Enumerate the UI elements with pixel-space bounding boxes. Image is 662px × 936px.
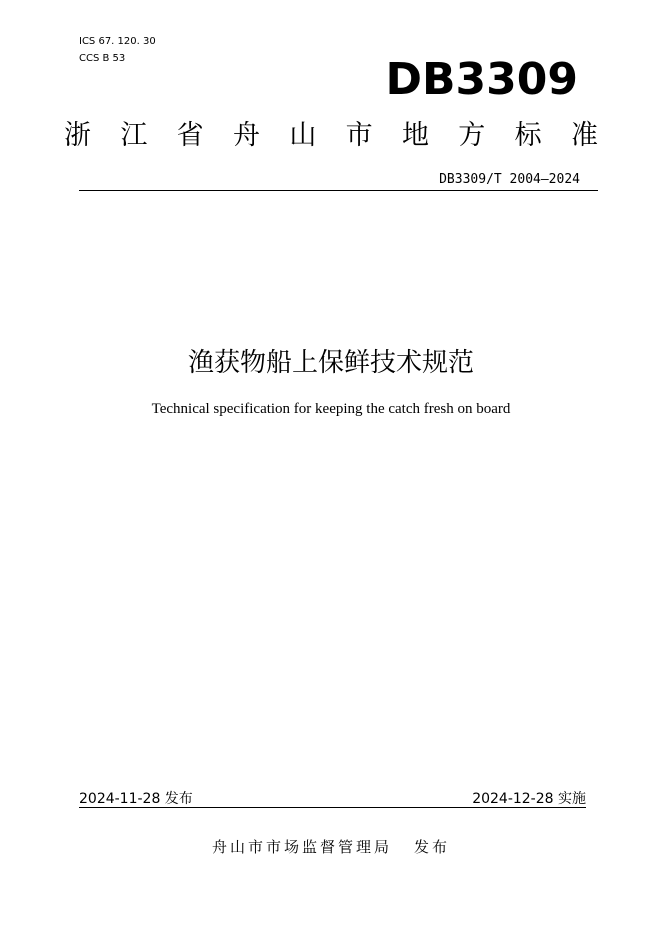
standard-type-char: 市: [345, 120, 373, 151]
document-title: 渔获物船上保鲜技术规范: [187, 348, 474, 378]
standard-number: DB3309/T 2004—2024: [439, 172, 580, 187]
standard-type-char: 省: [176, 120, 204, 151]
standard-type-char: 舟: [232, 120, 260, 151]
standard-type-char: 地: [401, 120, 429, 151]
standard-code: DB3309: [385, 54, 578, 105]
publish-date: 2024-11-28 发布: [79, 791, 193, 807]
standard-type-title: [64, 116, 598, 156]
issuer-name: 舟山市市场监督管理局: [211, 838, 392, 856]
ccs-code: CCS B 53: [79, 53, 126, 64]
implement-date: 2024-12-28 实施: [472, 791, 586, 807]
footer-divider: [79, 807, 586, 808]
document-subtitle: Technical specification for keeping the catch fresh on board: [151, 401, 511, 417]
issuer-line: [0, 836, 662, 858]
ics-code: ICS 67. 120. 30: [79, 36, 156, 47]
standard-type-char: 标: [514, 120, 542, 151]
standard-type-char: 方: [458, 120, 486, 151]
standard-type-char: 山: [289, 120, 317, 151]
classification-codes: [79, 33, 156, 67]
standard-type-char: 准: [570, 120, 598, 151]
issuer-action: 发布: [414, 838, 451, 856]
standard-type-char: 浙: [64, 120, 91, 151]
standard-type-char: 江: [120, 120, 148, 151]
header-divider: [79, 190, 598, 191]
